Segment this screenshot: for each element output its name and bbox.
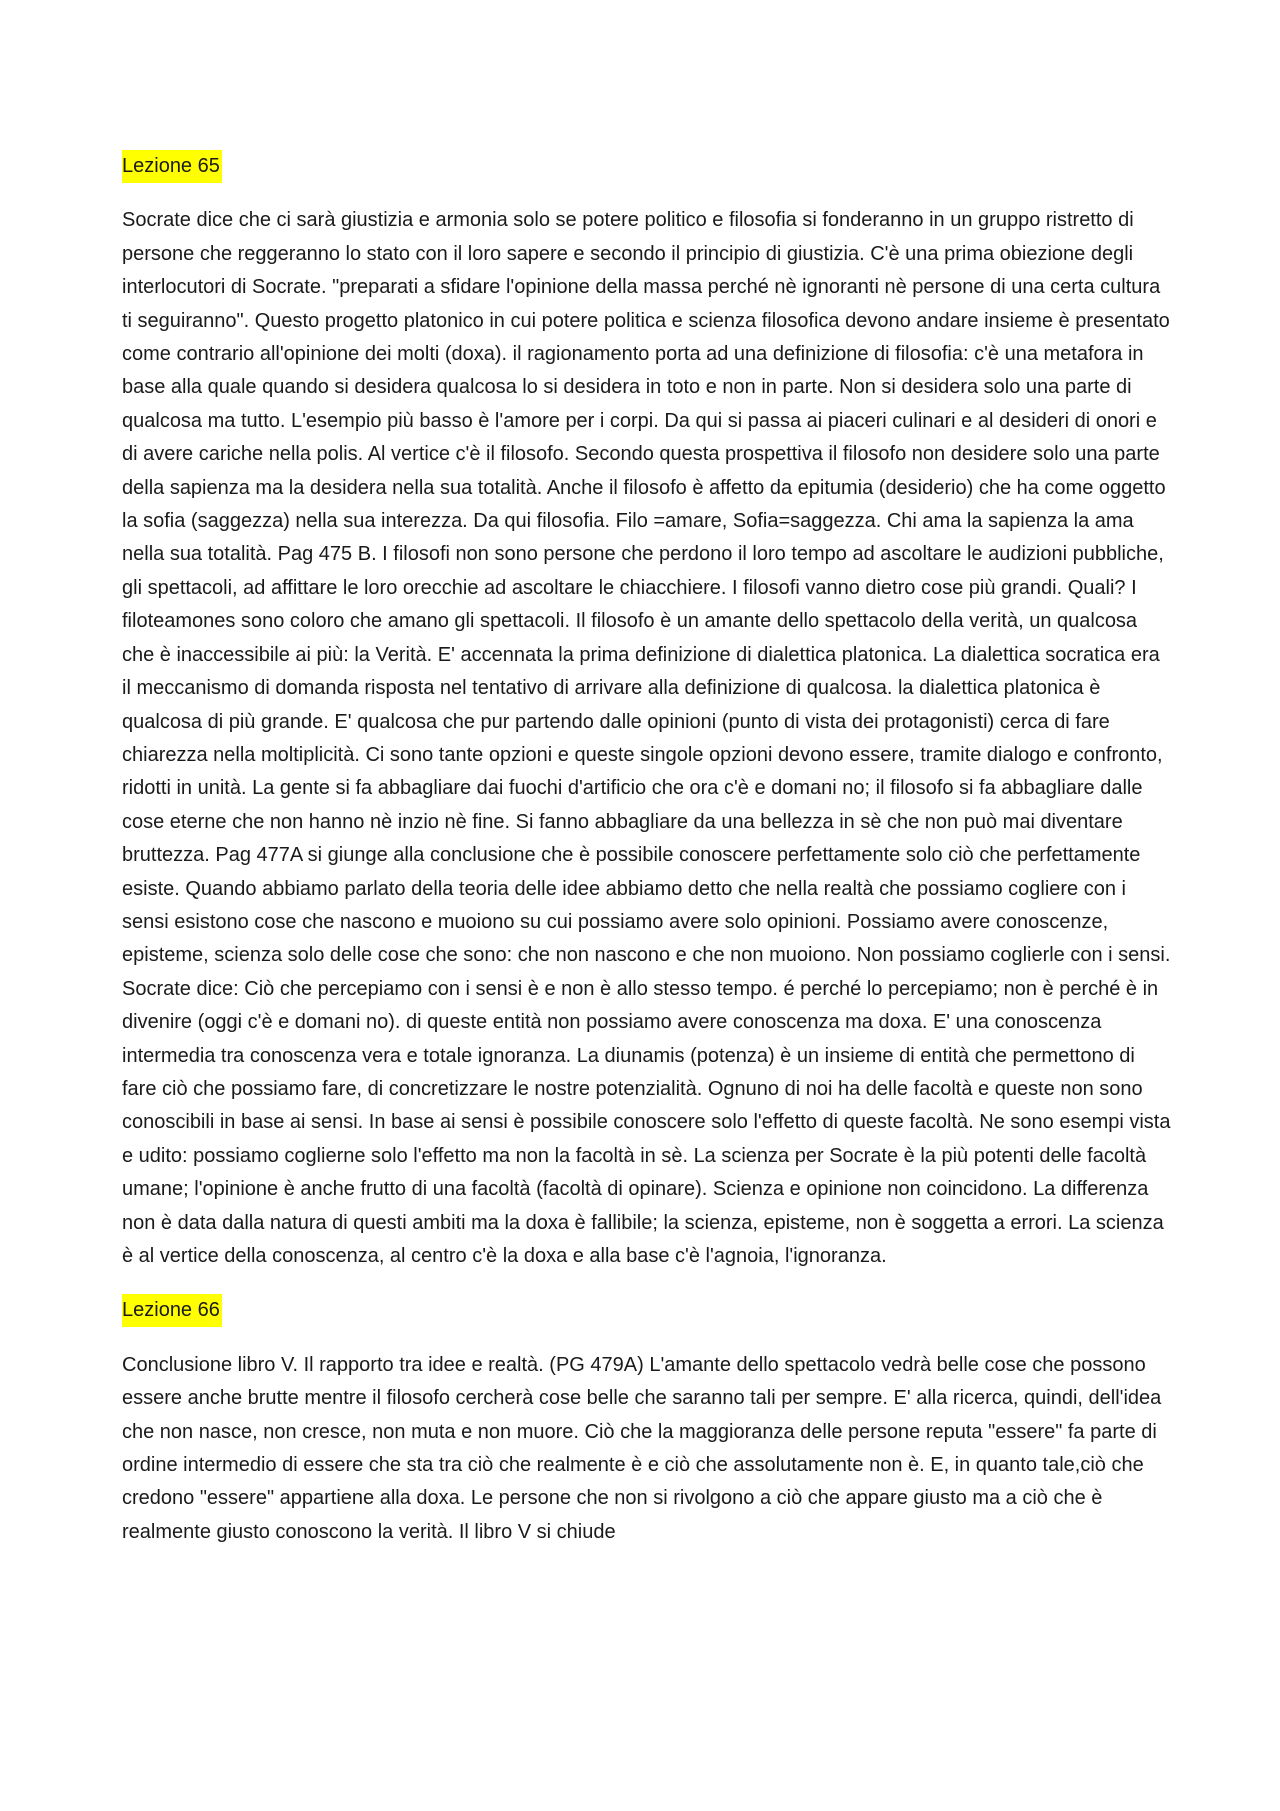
lezione-65-heading: Lezione 65	[122, 150, 222, 183]
lezione-66-paragraph: Conclusione libro V. Il rapporto tra idee e realtà. (PG 479A) L'amante dello spettacolo vedrà belle cose che possono essere anche brutte mentre il filosofo cercherà cose belle che saranno tali per sempre. E' alla ricerca, quindi, dell'idea che non nasce, non cresce, non muta e non muore. Ciò che la maggioranza delle persone reputa "essere" fa parte di ordine intermedio di essere che sta tra ciò che realmente è e ciò che assolutamente non è. E, in quanto tale,ciò che credono "essere" appartiene alla doxa. Le persone che non si rivolgono a ciò che appare giusto ma a ciò che è realmente giusto conoscono la verità. Il libro V si chiude	[122, 1353, 1162, 1543]
lezione-66-heading: Lezione 66	[122, 1294, 222, 1327]
section-lezione-65-heading-line	[122, 150, 1172, 183]
section-lezione-66-heading-line	[122, 1294, 1172, 1327]
lezione-65-paragraph: Socrate dice che ci sarà giustizia e armonia solo se potere politico e filosofia si fonderanno in un gruppo ristretto di persone che reggeranno lo stato con il loro sapere e secondo il principio di giustizia. C'è una prima obiezione degli interlocutori di Socrate. "preparati a sfidare l'opinione della massa perché nè ignoranti nè persone di una certa cultura ti seguiranno". Questo progetto platonico in cui potere politica e scienza filosofica devono andare insieme è presentato come contrario all'opinione dei molti (doxa). il ragionamento porta ad una definizione di filosofia: c'è una metafora in base alla quale quando si desidera qualcosa lo si desidera in toto e non in parte. Non si desidera solo una parte di qualcosa ma tutto. L'esempio più basso è l'amore per i corpi. Da qui si passa ai piaceri culinari e al desideri di onori e di avere cariche nella polis. Al vertice c'è il filosofo. Secondo questa prospettiva il filosofo non desidere solo una parte della sapienza ma la desidera nella sua totalità. Anche il filosofo è affetto da epitumia (desiderio) che ha come oggetto la sofia (saggezza) nella sua interezza. Da qui filosofia. Filo =amare, Sofia=saggezza. Chi ama la sapienza la ama nella sua totalità. Pag 475 B. I filosofi non sono persone che perdono il loro tempo ad ascoltare le audizioni pubbliche, gli spettacoli, ad affittare le loro orecchie ad ascoltare le chiacchiere. I filosofi vanno dietro cose più grandi. Quali? I filoteamones sono coloro che amano gli spettacoli. Il filosofo è un amante dello spettacolo della verità, un qualcosa che è inaccessibile ai più: la Verità. E' accennata la prima definizione di dialettica platonica. La dialettica socratica era il meccanismo di domanda risposta nel tentativo di arrivare alla definizione di qualcosa. la dialettica platonica è qualcosa di più grande. E' qualcosa che pur partendo dalle opinioni (punto di vista dei protagonisti) cerca di fare chiarezza nella moltiplicità. Ci sono tante opzioni e queste singole opzioni devono essere, tramite dialogo e confronto, ridotti in unità. La gente si fa abbagliare dai fuochi d'artificio che ora c'è e domani no; il filosofo si fa abbagliare dalle cose eterne che non hanno nè inzio nè fine. Si fanno abbagliare da una bellezza in sè che non può mai diventare bruttezza. Pag 477A si giunge alla conclusione che è possibile conoscere perfettamente solo ciò che perfettamente esiste. Quando abbiamo parlato della teoria delle idee abbiamo detto che nella realtà che possiamo cogliere con i sensi esistono cose che nascono e muoiono su cui possiamo avere solo opinioni. Possiamo avere conoscenze, episteme, scienza solo delle cose che sono: che non nascono e che non muoiono. Non possiamo coglierle con i sensi. Socrate dice: Ciò che percepiamo con i sensi è e non è allo stesso tempo. é perché lo percepiamo; non è perché è in divenire (oggi c'è e domani no). di queste entità non possiamo avere conoscenza ma doxa. E' una conoscenza intermedia tra conoscenza vera e totale ignoranza. La diunamis (potenza) è un insieme di entità che permettono di fare ciò che possiamo fare, di concretizzare le nostre potenzialità. Ognuno di noi ha delle facoltà e queste non sono conoscibili in base ai sensi. In base ai sensi è possibile conoscere solo l'effetto di queste facoltà. Ne sono esempi vista e udito: possiamo coglierne solo l'effetto ma non la facoltà in sè. La scienza per Socrate è la più potenti delle facoltà umane; l'opinione è anche frutto di una facoltà (facoltà di opinare). Scienza e opinione non coincidono. La differenza non è data dalla natura di questi ambiti ma la doxa è fallibile; la scienza, episteme, non è soggetta a errori. La scienza è al vertice della conoscenza, al centro c'è la doxa e alla base c'è l'agnoia, l'ignoranza.	[122, 209, 1171, 1267]
document-page	[122, 150, 1172, 1570]
